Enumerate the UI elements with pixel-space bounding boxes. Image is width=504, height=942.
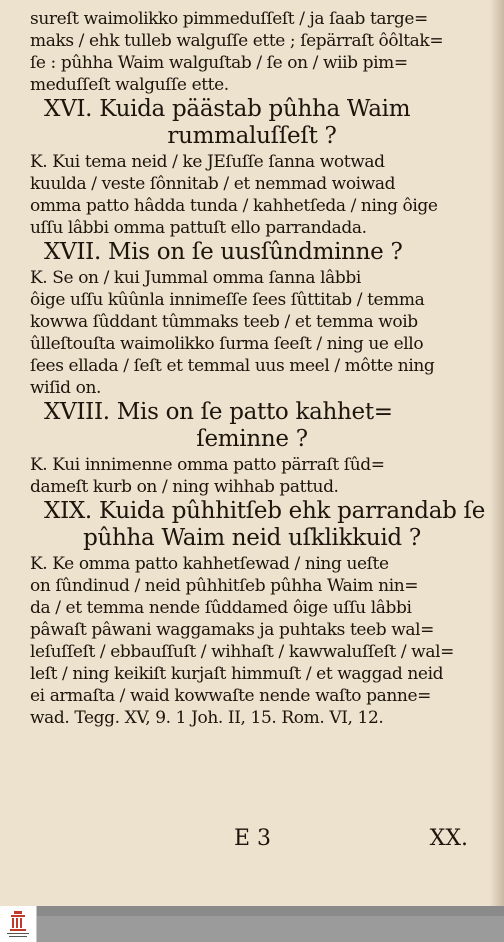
viewer-grey-band [36,916,504,942]
text-block-2 [30,151,474,239]
text-line: omma patto hâdda tunda / kahhetſeda / ning ôige [30,196,438,216]
text-line: ûlleſtouſta waimolikko ſurma ſeeſt / ning ue ello [30,334,424,354]
heading-question-17: XVII. Mis on ſe uusſûndminne ? [44,239,403,265]
text-line: ſe : pûhha Waim walguſtab / ſe on / wiib pim= [30,53,408,73]
text-line: kuulda / veste ſônnitab / et nemmad woiwad [30,174,396,194]
heading-question-16-cont: rummaluſſeſt ? [167,123,337,149]
text-line: pâwaſt pâwani waggamaks ja puhtaks teeb wal= [30,620,434,640]
text-block-1 [30,8,474,96]
heading-question-16: XVI. Kuida päästab pûhha Waim [44,96,411,122]
text-block-3 [30,267,474,399]
library-logo [0,906,37,942]
text-line: leſt / ning keikiſt kurjaſt himmuſt / et waggad neid [30,664,444,684]
text-line: K. Se on / kui Jummal omma ſanna lâbbi [30,268,361,288]
text-line: wad. Tegg. XV, 9. 1 Joh. II, 15. Rom. VI, 12. [30,708,384,728]
text-line: K. Kui innimenne omma patto pärraſt ſûd= [30,455,385,475]
text-line: sureſt waimolikko pimmeduſſeſt / ja ſaab targe= [30,9,428,29]
text-block-4 [30,454,474,498]
text-line: wiſid on. [30,378,101,398]
text-line: K. Ke omma patto kahhetſewad / ning ueſte [30,554,389,574]
heading-question-18: XVIII. Mis on ſe patto kahhet= [44,399,393,425]
text-line: on ſûndinud / neid pûhhitſeb pûhha Waim nin= [30,576,419,596]
text-line: ei armaſta / waid kowwaſte nende waſto panne= [30,686,431,706]
text-block-5 [30,553,474,729]
heading-question-19: XIX. Kuida pûhhitſeb ehk parrandab ſe [44,498,486,524]
library-logo-icon [5,909,31,939]
signature-mark: E 3 [234,826,272,851]
catchword: XX. [429,826,468,851]
heading-question-18-cont: ſeminne ? [196,426,308,452]
page-footer [30,826,474,856]
text-line: dameſt kurb on / ning wihhab pattud. [30,477,339,497]
text-line: kowwa ſûddant tûmmaks teeb / et temma woib [30,312,418,332]
text-line: uſſu lâbbi omma pattuſt ello parrandada. [30,218,367,238]
text-line: ôige uſſu kûûnla innimeſſe ſees ſûttitab / temma [30,290,425,310]
text-line: ſees ellada / ſeſt et temmal uus meel / môtte ning [30,356,435,376]
heading-question-19-cont: pûhha Waim neid uſklikkuid ? [83,525,421,551]
text-line: da / et temma nende ſûddamed ôige uſſu lâbbi [30,598,412,618]
text-line: leſuſſeſt / ebbauſſuſt / wihhaſt / kawwaluſſeſt / wal= [30,642,454,662]
text-line: K. Kui tema neid / ke JEſuſſe ſanna wotwad [30,152,385,172]
text-line: maks / ehk tulleb walguſſe ette ; ſepärraſt ôôltak= [30,31,444,51]
text-line: meduſſeſt walguſſe ette. [30,75,229,95]
